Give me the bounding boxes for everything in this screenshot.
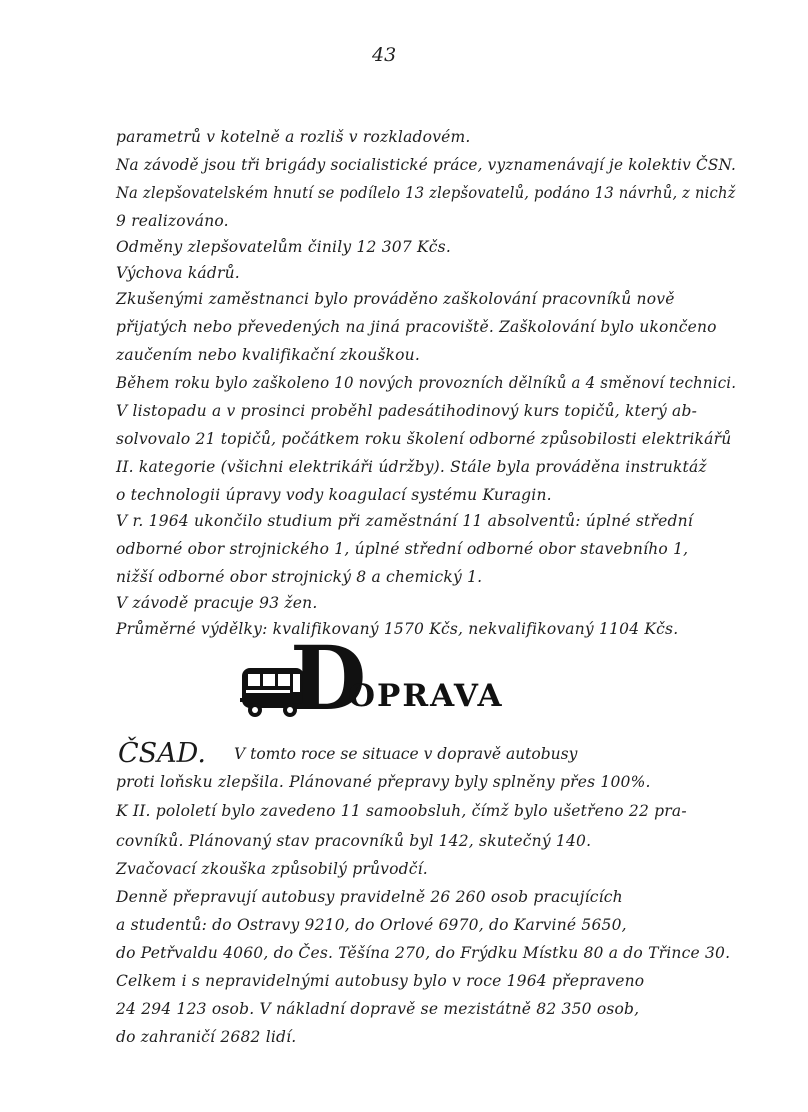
body-line: V listopadu a v prosinci proběhl padesátihodinový kurs topičů, který ab-: [116, 402, 698, 420]
body-line: o technologii úpravy vody koagulací systému Kuragin.: [116, 486, 552, 504]
body-line: 9 realizováno.: [116, 212, 229, 230]
heading-text: OPRAVA: [348, 678, 504, 714]
body-subheading: Výchova kádrů.: [116, 264, 240, 282]
section-line: a studentů: do Ostravy 9210, do Orlové 6970, do Karviné 5650,: [116, 916, 627, 934]
body-line: parametrů v kotelně a rozliš v rozkladovém.: [116, 128, 471, 146]
section-line: do Petřvaldu 4060, do Čes. Těšína 270, do Frýdku Místku 80 a do Třince 30.: [116, 944, 731, 962]
section-line: proti loňsku zlepšila. Plánované přepravy byly splněny přes 100%.: [116, 773, 651, 791]
body-line: Zkušenými zaměstnanci bylo prováděno zaškolování pracovníků nově: [116, 290, 675, 308]
section-title-csad: ČSAD.: [118, 738, 206, 769]
section-line: Celkem i s nepravidelnými autobusy bylo v roce 1964 přepraveno: [116, 972, 645, 990]
body-line: Na zlepšovatelském hnutí se podílelo 13 zlepšovatelů, podáno 13 návrhů, z nichž: [116, 184, 736, 202]
page-number: 43: [372, 44, 397, 66]
body-line: solvovalo 21 topičů, počátkem roku školení odborné způsobilosti elektrikářů: [116, 430, 732, 448]
body-line: odborné obor strojnického 1, úplné střední odborné obor stavebního 1,: [116, 540, 689, 558]
body-line: přijatých nebo převedených na jiná pracoviště. Zaškolování bylo ukončeno: [116, 318, 717, 336]
section-heading-doprava: [240, 626, 540, 730]
body-line: zaučením nebo kvalifikační zkouškou.: [116, 346, 420, 364]
section-line: Zvačovací zkouška způsobilý průvodčí.: [116, 860, 428, 878]
heading-initial: D: [290, 626, 367, 730]
section-line: covníků. Plánovaný stav pracovníků byl 142, skutečný 140.: [116, 832, 592, 850]
section-line: V tomto roce se situace v dopravě autobusy: [234, 745, 578, 763]
body-line: Průměrné výdělky: kvalifikovaný 1570 Kčs, nekvalifikovaný 1104 Kčs.: [116, 620, 679, 638]
section-line: 24 294 123 osob. V nákladní dopravě se mezistátně 82 350 osob,: [116, 1000, 640, 1018]
body-line: Na závodě jsou tři brigády socialistické práce, vyznamenávají je kolektiv ČSN.: [116, 156, 737, 174]
body-line: V r. 1964 ukončilo studium při zaměstnání 11 absolventů: úplné střední: [116, 512, 693, 530]
section-line: do zahraničí 2682 lidí.: [116, 1028, 297, 1046]
section-line: K II. pololetí bylo zavedeno 11 samoobsluh, čímž bylo ušetřeno 22 pra-: [116, 802, 687, 820]
body-line: Během roku bylo zaškoleno 10 nových provozních dělníků a 4 směnoví technici.: [116, 374, 737, 392]
body-line: nižší odborné obor strojnický 8 a chemický 1.: [116, 568, 483, 586]
body-line: Odměny zlepšovatelům činily 12 307 Kčs.: [116, 238, 451, 256]
section-line: Denně přepravují autobusy pravidelně 26 260 osob pracujících: [116, 888, 623, 906]
body-line: II. kategorie (všichni elektrikáři údržby). Stále byla prováděna instruktáž: [116, 458, 707, 476]
body-line: V závodě pracuje 93 žen.: [116, 594, 318, 612]
